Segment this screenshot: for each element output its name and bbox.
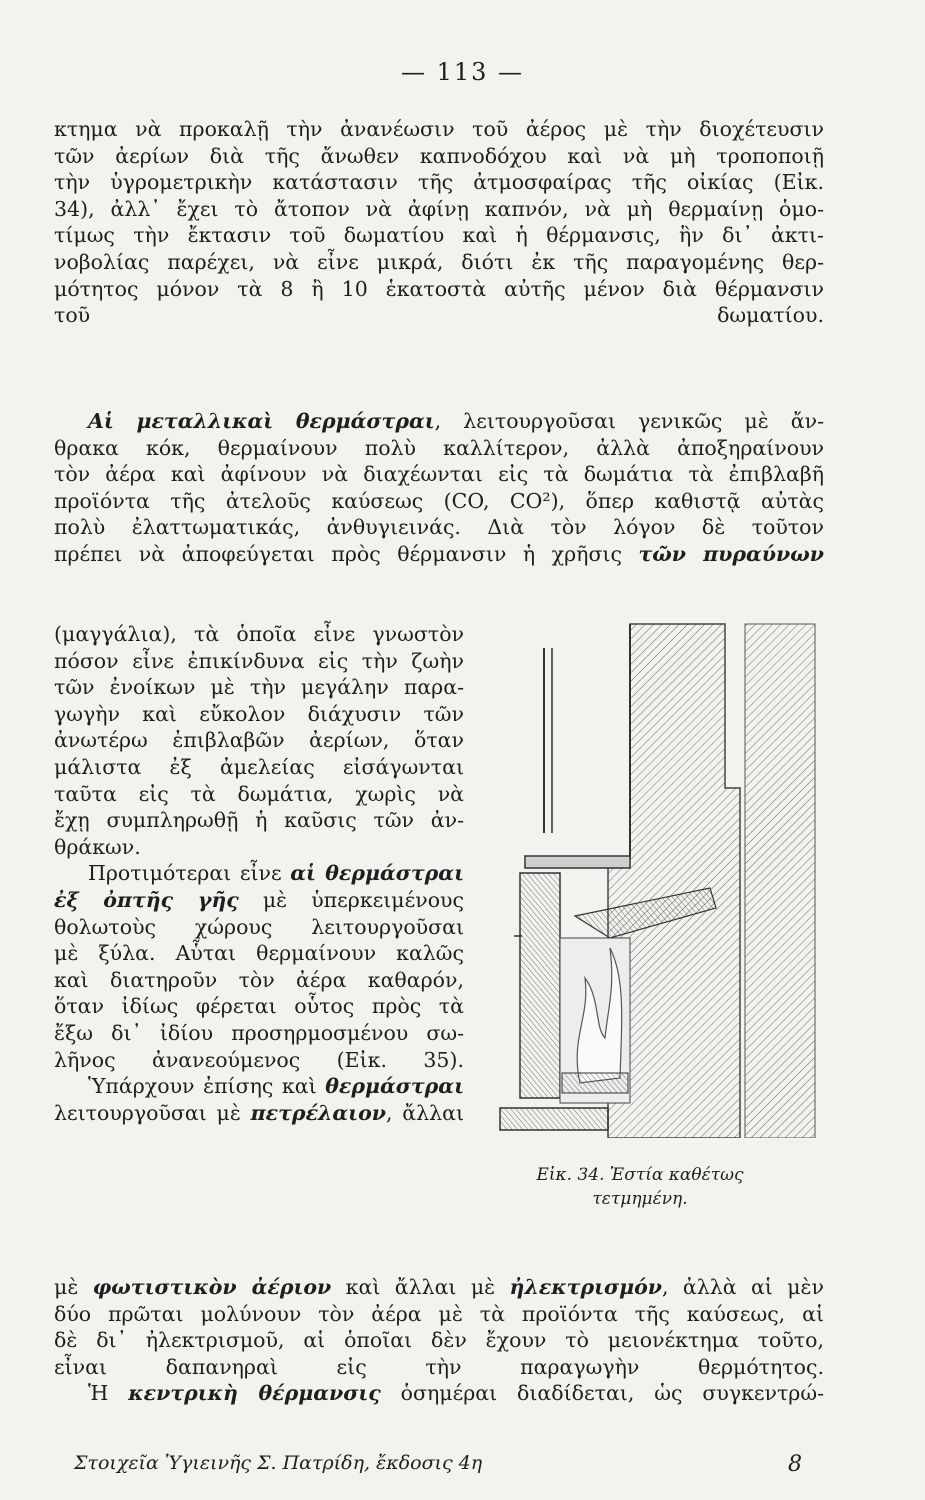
- text-run: Ἡ: [88, 1381, 129, 1406]
- fireplace-figure: [490, 618, 820, 1138]
- paragraph-1: [54, 116, 824, 329]
- text-line: [54, 1380, 824, 1407]
- text-run: , λειτουργοῦσαι γενικῶς μὲ ἄν-: [434, 409, 824, 433]
- bold-term: πετρέλαιον: [250, 1100, 386, 1125]
- bold-term: αἱ θερμάστραι: [290, 861, 464, 886]
- narrow-column: [54, 621, 464, 1126]
- text-line: θρακα κόκ, θερμαίνουν πολὺ καλλίτερον, ἀλλὰ ἀποξηραίνουν: [54, 435, 824, 460]
- text-line: [54, 860, 464, 887]
- text-run: Προτιμότεραι εἶνε: [88, 861, 291, 886]
- text-line: ἔχῃ συμπληρωθῇ ἡ καῦσις τῶν ἀν-: [54, 808, 464, 833]
- text-line: τῶν ἐνοίκων μὲ τὴν μεγάλην παρα-: [54, 675, 464, 700]
- text-run: μὲ ὑπερκειμένους: [238, 887, 464, 912]
- text-line: [54, 887, 464, 914]
- mantel: [525, 856, 630, 868]
- text-line: θράκων.: [54, 834, 141, 859]
- hearth: [500, 1108, 608, 1130]
- text-line: μάλιστα ἐξ ἀμελείας εἰσάγωνται: [54, 754, 464, 779]
- text-line: γωγὴν καὶ εὔκολον διάχυσιν τῶν: [54, 701, 464, 726]
- text-line: καὶ διατηροῦν τὸν ἀέρα καθαρόν,: [54, 967, 464, 992]
- bold-term: θερμάστραι: [325, 1074, 464, 1099]
- text-run: Ὑπάρχουν ἐπίσης καὶ: [88, 1074, 326, 1099]
- text-run: ὁσημέραι διαδίδεται, ὡς συγκεντρώ-: [380, 1381, 824, 1406]
- caption-line: τετμημένη.: [592, 1189, 688, 1209]
- text-run: λειτουργοῦσαι μὲ: [54, 1100, 251, 1125]
- figure-caption: [470, 1163, 810, 1211]
- text-line: τὴν ὑγρομετρικὴν κατάστασιν τῆς ἀτμοσφαίρας τῆς οἰκίας (Εἰκ.: [54, 170, 824, 195]
- bold-term: κεντρικὴ θέρμανσις: [128, 1381, 381, 1406]
- text-line: [54, 1100, 464, 1127]
- text-run: μὲ: [54, 1275, 93, 1299]
- text-line: ὅταν ἰδίως φέρεται οὗτος πρὸς τὰ: [54, 994, 464, 1019]
- text-line: μότητος μόνον τὰ 8 ἢ 10 ἑκατοστὰ αὐτῆς μένον διὰ θέρμανσιν: [54, 276, 824, 301]
- text-line: τοῦ δωματίου.: [54, 303, 824, 328]
- text-line: νοβολίας παρέχει, νὰ εἶνε μικρά, διότι ἐκ τῆς παραγομένης θερ-: [54, 249, 824, 274]
- text-run: πρέπει νὰ ἀποφεύγεται πρὸς θέρμανσιν ἡ χρῆσις: [54, 541, 639, 566]
- page-footer: [74, 1452, 814, 1477]
- text-line: [54, 1073, 464, 1100]
- bold-term: ἠλεκτρισμόν: [509, 1275, 663, 1299]
- text-run: καὶ ἄλλαι μὲ: [331, 1275, 510, 1299]
- page-number: — 113 —: [400, 58, 525, 86]
- text-line: [54, 1274, 824, 1301]
- text-line: δύο πρῶται μολύνουν τὸν ἀέρα μὲ τὰ προϊόντα τῆς καύσεως, αἱ: [54, 1301, 824, 1326]
- fireplace-frame: [520, 873, 560, 1098]
- text-line: [54, 541, 824, 568]
- text-line: δὲ δι᾽ ἠλεκτρισμοῦ, αἱ ὁποῖαι δὲν ἔχουν τὸ μειονέκτημα τοῦτο,: [54, 1328, 824, 1353]
- caption-line: Εἰκ. 34. Ἑστία καθέτως: [536, 1165, 744, 1185]
- text-line: λῆνος ἀνανεούμενος (Εἰκ. 35).: [54, 1047, 464, 1072]
- bold-term: ἐξ ὀπτῆς γῆς: [54, 887, 239, 912]
- paragraph-4: [54, 1274, 824, 1407]
- footer-text: Στοιχεῖα Ὑγιεινῆς Σ. Πατρίδη, ἔκδοσις 4η: [74, 1452, 483, 1474]
- paragraph-2: [54, 408, 824, 568]
- text-run: , ἄλλαι: [386, 1100, 465, 1125]
- text-line: ταῦτα εἰς τὰ δωμάτια, χωρὶς νὰ: [54, 781, 464, 806]
- bold-term: τῶν πυραύνων: [638, 541, 824, 566]
- text-line: ἔξω δι᾽ ἰδίου προσηρμοσμένου σω-: [54, 1020, 464, 1045]
- text-line: [54, 408, 824, 435]
- text-line: 34), ἀλλ᾽ ἔχει τὸ ἄτοπον νὰ ἀφίνῃ καπνόν, νὰ μὴ θερμαίνῃ ὁμο-: [54, 196, 824, 221]
- text-run: , ἀλλὰ αἱ μὲν: [662, 1275, 825, 1299]
- text-line: τίμως τὴν ἔκτασιν τοῦ δωματίου καὶ ἡ θέρμανσις, ἣν δι᾽ ἀκτι-: [54, 223, 824, 248]
- bold-term: φωτιστικὸν ἀέριον: [92, 1275, 332, 1299]
- text-line: προϊόντα τῆς ἀτελοῦς καύσεως (CO, CO²), ὅπερ καθιστᾷ αὐτὰς: [54, 488, 824, 513]
- text-line: κτημα νὰ προκαλῇ τὴν ἀνανέωσιν τοῦ ἀέρος μὲ τὴν διοχέτευσιν: [54, 117, 824, 141]
- signature-mark: 8: [788, 1452, 802, 1477]
- text-line: πόσον εἶνε ἐπικίνδυνα εἰς τὴν ζωὴν: [54, 648, 464, 673]
- bold-term: Αἱ μεταλλικαὶ θερμάστραι: [88, 409, 435, 433]
- grate: [562, 1073, 628, 1093]
- text-line: εἶναι δαπανηραὶ εἰς τὴν παραγωγὴν θερμότητος.: [54, 1354, 824, 1379]
- text-line: τῶν ἀερίων διὰ τῆς ἄνωθεν καπνοδόχου καὶ νὰ μὴ τροποποιῇ: [54, 143, 824, 168]
- text-line: θολωτοὺς χώρους λειτουργοῦσαι: [54, 914, 464, 939]
- text-line: πολὺ ἐλαττωματικάς, ἀνθυγιεινάς. Διὰ τὸν λόγον δὲ τοῦτον: [54, 515, 824, 540]
- text-line: ἀνωτέρω ἐπιβλαβῶν ἀερίων, ὅταν: [54, 728, 464, 753]
- text-line: (μαγγάλια), τὰ ὁποῖα εἶνε γνωστὸν: [54, 622, 464, 646]
- text-line: τὸν ἀέρα καὶ ἀφίνουν νὰ διαχέωνται εἰς τὰ δωμάτια τὰ ἐπιβλαβῆ: [54, 462, 824, 487]
- text-line: μὲ ξύλα. Αὗται θερμαίνουν καλῶς: [54, 941, 464, 966]
